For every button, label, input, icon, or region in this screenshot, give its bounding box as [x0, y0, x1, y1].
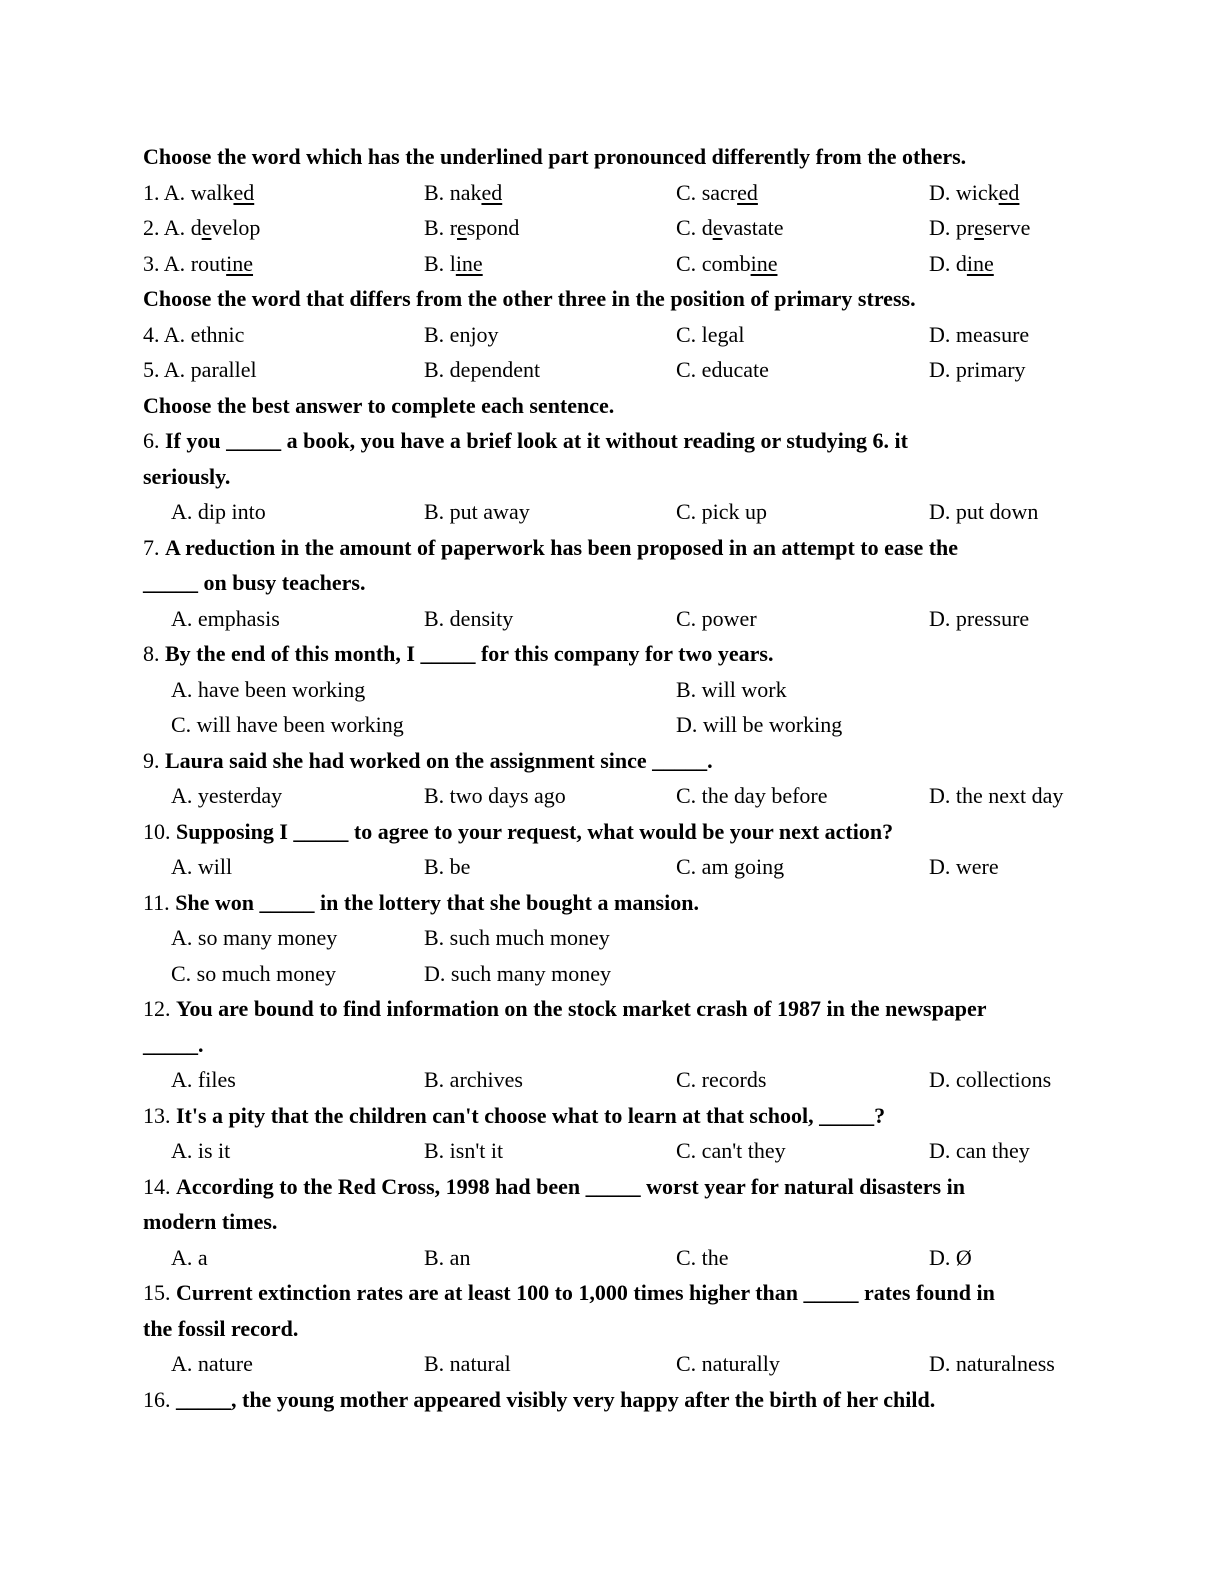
option-a: A. yesterday [171, 783, 283, 808]
question-14-stem: 14. According to the Red Cross, 1998 had been _____ worst year for natural disasters in [143, 1173, 965, 1199]
question-8-stem: 8. By the end of this month, I _____ for this company for two years. [143, 641, 774, 666]
option-c: C. the [676, 1244, 729, 1270]
option-a: A. dip into [171, 499, 266, 524]
question-12-options [143, 1062, 1083, 1098]
question-6-stem: 6. If you _____ a book, you have a brief look at it without reading or studying 6. it [143, 428, 908, 453]
question-13-options [143, 1133, 1083, 1169]
option-b: B. an [424, 1244, 471, 1270]
question-15-options [143, 1346, 1083, 1382]
option-b: B. dependent [424, 357, 541, 382]
option-b: B. naked [424, 179, 503, 205]
option-a: A. have been working [171, 676, 366, 702]
question-7-stem-cont: _____ on busy teachers. [143, 570, 366, 595]
option-c: C. so much money [171, 960, 336, 986]
question-3 [143, 246, 1083, 282]
option-c: C. combine [676, 250, 778, 276]
question-8-options-row1 [143, 672, 1083, 708]
section2-heading: Choose the word that differs from the other three in the position of primary stress. [143, 286, 916, 311]
option-a: A. a [171, 1244, 208, 1270]
option-a: A. emphasis [171, 605, 280, 631]
option-d: D. preserve [929, 215, 1031, 240]
option-b: B. enjoy [424, 321, 499, 347]
question-15-stem: 15. Current extinction rates are at least 100 to 1,000 times higher than _____ rates found in [143, 1280, 995, 1305]
option-c: C. devastate [676, 215, 784, 240]
option-b: B. will work [676, 676, 787, 702]
question-4 [143, 317, 1083, 353]
option-c: C. power [676, 605, 757, 631]
question-9-stem: 9. Laura said she had worked on the assignment since _____. [143, 747, 713, 773]
option-d: D. measure [929, 321, 1030, 347]
question-6-options [143, 494, 1083, 530]
question-14-stem-cont: modern times. [143, 1209, 278, 1234]
question-2 [143, 210, 1083, 246]
option-a: A. so many money [171, 925, 338, 950]
option-d: D. were [929, 854, 999, 879]
option-d: D. naturalness [929, 1351, 1055, 1376]
question-6-stem-cont: seriously. [143, 463, 231, 489]
question-12-stem: 12. You are bound to find information on the stock market crash of 1987 in the newspaper [143, 996, 987, 1021]
option-b: B. respond [424, 215, 520, 240]
option-d: D. such many money [424, 960, 611, 986]
question-10-stem: 10. Supposing I _____ to agree to your request, what would be your next action? [143, 818, 894, 844]
option-d: D. pressure [929, 605, 1030, 631]
question-12-stem-cont: _____. [143, 1031, 204, 1057]
option-b: B. line [424, 250, 483, 276]
option-d: D. put down [929, 499, 1039, 524]
option-b: B. be [424, 854, 471, 879]
question-11-options-row2 [143, 956, 1083, 992]
option-a: 2. A. develop [143, 215, 261, 240]
option-d: D. collections [929, 1067, 1052, 1092]
question-5 [143, 352, 1083, 388]
option-c: C. naturally [676, 1351, 780, 1376]
option-d: D. will be working [676, 712, 843, 737]
option-b: B. two days ago [424, 783, 566, 808]
option-b: B. isn't it [424, 1138, 504, 1163]
question-7-options [143, 601, 1083, 637]
option-a: 4. A. ethnic [143, 321, 245, 347]
question-10-options [143, 849, 1083, 885]
question-15-stem-cont: the fossil record. [143, 1315, 299, 1341]
option-d: D. dine [929, 250, 994, 276]
option-c: C. will have been working [171, 712, 404, 737]
question-9-options [143, 778, 1083, 814]
section3-heading: Choose the best answer to complete each sentence. [143, 392, 615, 418]
option-a: 3. A. routine [143, 250, 254, 276]
option-c: C. pick up [676, 499, 768, 524]
option-d: D. can they [929, 1138, 1030, 1163]
option-b: B. such much money [424, 925, 610, 950]
option-d: D. Ø [929, 1244, 972, 1270]
option-c: C. can't they [676, 1138, 786, 1163]
option-d: D. wicked [929, 179, 1020, 205]
question-7-stem: 7. A reduction in the amount of paperwork has been proposed in an attempt to ease the [143, 534, 959, 560]
option-a: 1. A. walked [143, 179, 255, 205]
option-b: B. density [424, 605, 514, 631]
section1-heading: Choose the word which has the underlined part pronounced differently from the others. [143, 144, 967, 169]
option-a: A. is it [171, 1138, 231, 1163]
option-a: A. nature [171, 1351, 253, 1376]
option-c: C. sacred [676, 179, 758, 205]
question-8-options-row2 [143, 707, 1083, 743]
option-b: B. put away [424, 499, 530, 524]
option-b: B. archives [424, 1067, 523, 1092]
question-1 [143, 175, 1083, 211]
option-d: D. primary [929, 357, 1026, 382]
question-11-stem: 11. She won _____ in the lottery that she bought a mansion. [143, 889, 699, 915]
option-c: C. the day before [676, 783, 828, 808]
option-c: C. am going [676, 854, 785, 879]
option-b: B. natural [424, 1351, 511, 1376]
option-d: D. the next day [929, 783, 1064, 808]
option-a: 5. A. parallel [143, 357, 257, 382]
option-c: C. legal [676, 321, 745, 347]
question-16-stem: 16. _____, the young mother appeared visibly very happy after the birth of her child. [143, 1386, 936, 1412]
option-c: C. educate [676, 357, 769, 382]
question-11-options-row1 [143, 920, 1083, 956]
question-14-options [143, 1240, 1083, 1276]
option-a: A. will [171, 854, 233, 879]
option-c: C. records [676, 1067, 767, 1092]
option-a: A. files [171, 1067, 236, 1092]
worksheet-page [143, 139, 1083, 1417]
question-13-stem: 13. It's a pity that the children can't choose what to learn at that school, _____? [143, 1102, 886, 1128]
